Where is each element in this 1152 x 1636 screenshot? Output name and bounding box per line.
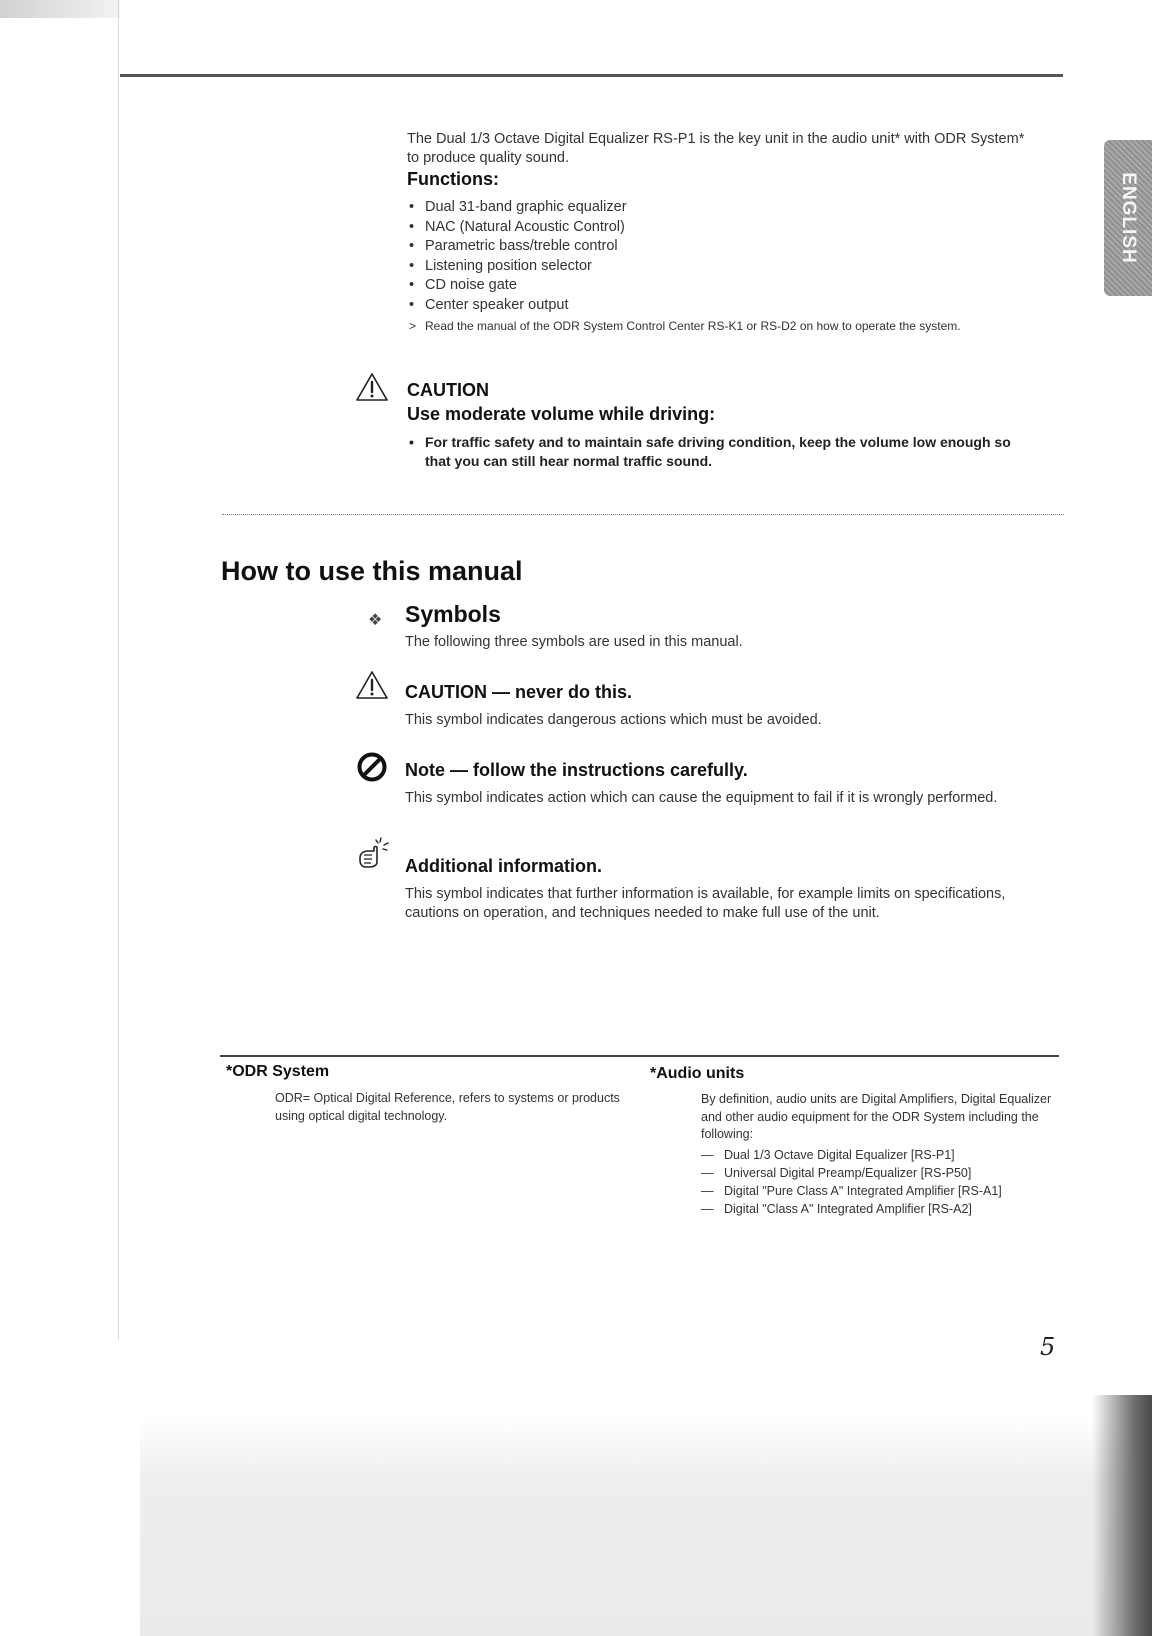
list-item: — Universal Digital Preamp/Equalizer [RS-P50]	[701, 1164, 1002, 1182]
functions-list	[407, 198, 627, 315]
symbols-intro: The following three symbols are used in this manual.	[405, 634, 743, 650]
top-rule	[120, 74, 1063, 77]
page-number: 5	[1040, 1333, 1056, 1361]
audio-units-list	[701, 1146, 1002, 1218]
symbols-heading: Symbols	[405, 601, 501, 627]
footnote-odr-text: ODR= Optical Digital Reference, refers to systems or products using optical digital technology.	[275, 1091, 620, 1123]
prohibition-icon	[356, 751, 388, 783]
arrow-icon: >	[409, 319, 417, 333]
caution-title: CAUTION	[407, 380, 489, 400]
language-tab-label: ENGLISH	[1118, 172, 1139, 264]
list-item: • CD noise gate	[407, 276, 627, 296]
list-item: • Dual 31-band graphic equalizer	[407, 198, 627, 218]
section-divider	[222, 514, 1064, 515]
pointing-hand-icon	[354, 836, 392, 874]
footnote-audio-heading: *Audio units	[650, 1065, 745, 1082]
info-symbol-desc: This symbol indicates that further information is available, for example limits on specifications, cautions on operation, and techniques needed to make full use of the unit.	[405, 886, 1006, 921]
info-symbol-heading: Additional information.	[405, 856, 602, 876]
list-item: • Center speaker output	[407, 296, 627, 316]
note-symbol-heading: Note — follow the instructions carefully.	[405, 760, 748, 780]
caution-body-text: For traffic safety and to maintain safe driving condition, keep the volume low enough so that you can still hear normal traffic sound.	[425, 434, 1011, 469]
section-title: How to use this manual	[221, 556, 523, 586]
list-item: • Listening position selector	[407, 257, 627, 277]
note-symbol-desc: This symbol indicates action which can cause the equipment to fail if it is wrongly performed.	[405, 790, 998, 806]
list-item: — Dual 1/3 Octave Digital Equalizer [RS-P1]	[701, 1146, 1002, 1164]
list-item: — Digital "Class A" Integrated Amplifier [RS-A2]	[701, 1200, 1002, 1218]
caution-triangle-icon	[355, 372, 389, 402]
caution-body	[407, 433, 1035, 471]
list-item: — Digital "Pure Class A" Integrated Amplifier [RS-A1]	[701, 1182, 1002, 1200]
list-item: • Parametric bass/treble control	[407, 237, 627, 257]
caution-symbol-heading: CAUTION — never do this.	[405, 682, 633, 702]
caution-triangle-icon	[355, 670, 389, 700]
caution-subtitle: Use moderate volume while driving:	[407, 404, 716, 424]
diamond-icon: ❖	[368, 612, 383, 629]
caution-symbol-desc: This symbol indicates dangerous actions which must be avoided.	[405, 712, 822, 728]
list-item: • NAC (Natural Acoustic Control)	[407, 218, 627, 238]
bullet-icon: •	[409, 434, 414, 450]
scan-corner-shadow	[0, 0, 120, 18]
intro-paragraph: The Dual 1/3 Octave Digital Equalizer RS-P1 is the key unit in the audio unit* with ODR System* to produce quality sound.	[407, 131, 1025, 166]
language-tab	[1104, 140, 1152, 296]
footnote-rule	[220, 1055, 1059, 1057]
functions-note	[407, 318, 1035, 335]
footnote-audio-text: By definition, audio units are Digital Amplifiers, Digital Equalizer and other audio equipment for the ODR System including the following:	[701, 1092, 1052, 1141]
scan-right-shadow	[1092, 1395, 1152, 1636]
scan-bottom-shadow	[140, 1418, 1152, 1636]
functions-heading: Functions:	[407, 169, 499, 189]
footnote-odr-heading: *ODR System	[226, 1063, 330, 1080]
functions-note-text: Read the manual of the ODR System Control Center RS-K1 or RS-D2 on how to operate the system.	[425, 319, 961, 333]
scan-binding-edge	[118, 0, 119, 1340]
